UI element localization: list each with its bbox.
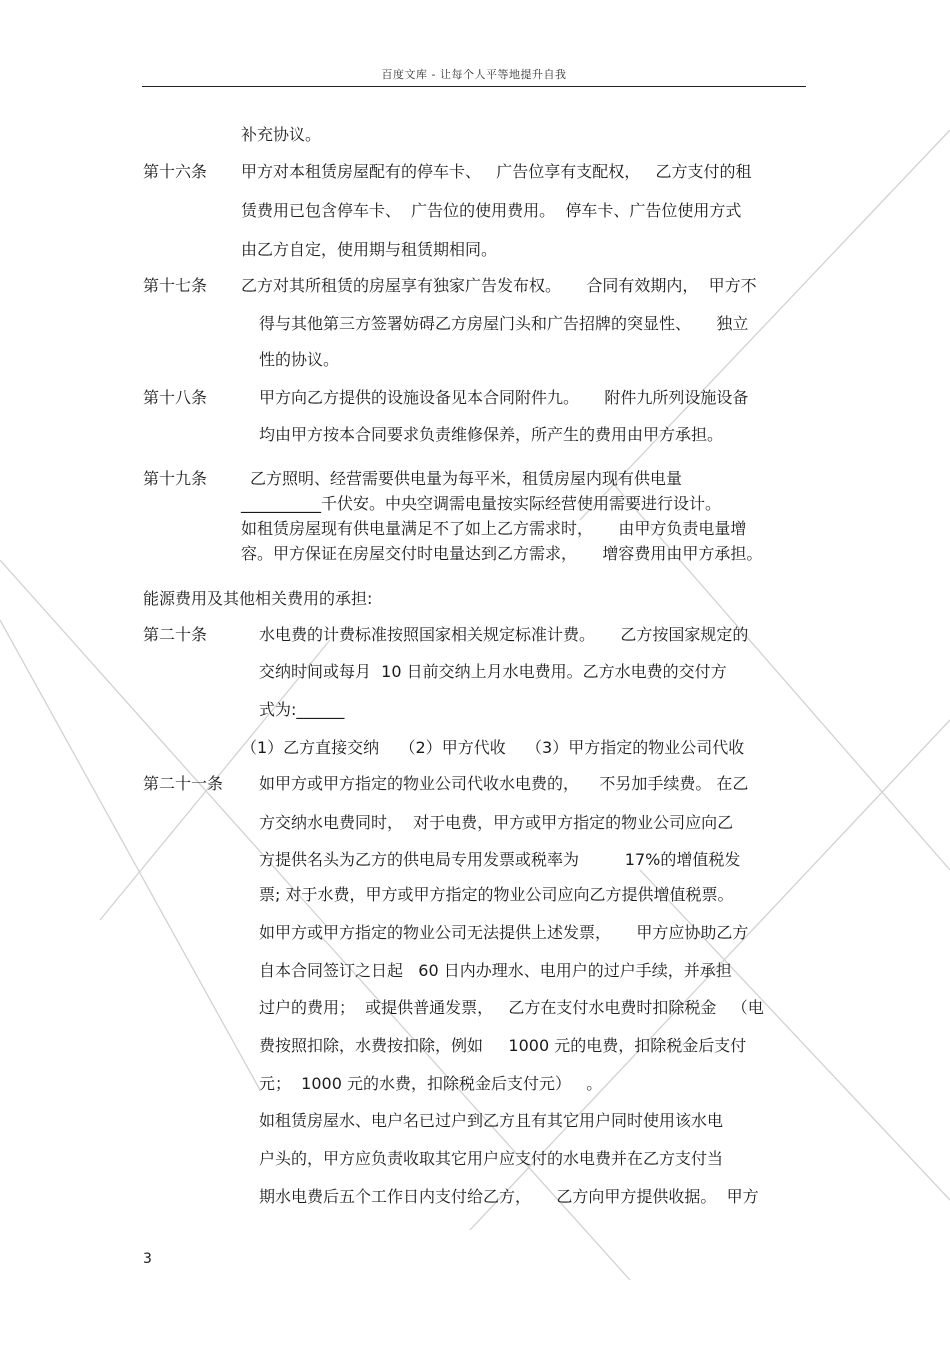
page-header: 百度文库 - 让每个人平等地提升自我 [381, 68, 567, 81]
article-19-line-1: 乙方照明、经营需要供电量为每平米，租赁房屋内现有供电量 [250, 469, 683, 488]
article-17-line-3: 性的协议。 [259, 350, 340, 369]
article-19-line-3: 如租赁房屋现有供电量满足不了如上乙方需求时， 由甲方负责电量增 [241, 519, 747, 538]
article-18-label: 第十八条 [143, 388, 208, 407]
article-21-line-12: 期水电费后五个工作日内支付给乙方， 乙方向甲方提供收据。 甲方 [259, 1187, 759, 1206]
article-16-line-3: 由乙方自定，使用期与租赁期相同。 [241, 240, 498, 259]
article-21-line-2: 方交纳水电费同时， 对于电费，甲方或甲方指定的物业公司应向乙 [259, 813, 734, 832]
article-21-line-7: 过户的费用； 或提供普通发票， 乙方在支付水电费时扣除税金 （电 [259, 998, 764, 1017]
line-1: 补充协议。 [241, 125, 322, 144]
article-20-line-3: 式为:______ [259, 700, 345, 719]
article-21-line-3: 方提供名头为乙方的供电局专用发票或税率为 17%的增值税发 [259, 850, 741, 869]
article-21-line-4: 票; 对于水费，甲方或甲方指定的物业公司应向乙方提供增值税票。 [259, 885, 734, 904]
article-17-line-1: 乙方对其所租赁的房屋享有独家广告发布权。 合同有效期内， 甲方不 [241, 276, 757, 295]
article-20-line-2: 交纳时间或每月 10 日前交纳上月水电费用。乙方水电费的交付方 [259, 662, 727, 681]
article-21-line-1: 如甲方或甲方指定的物业公司代收水电费的， 不另加手续费。 在乙 [259, 774, 749, 793]
article-21-line-10: 如租赁房屋水、电户名已过户到乙方且有其它用户同时使用该水电 [259, 1111, 724, 1130]
section-heading: 能源费用及其他相关费用的承担: [143, 589, 373, 608]
article-21-line-9: 元； 1000 元的水费，扣除税金后支付元） 。 [259, 1074, 603, 1093]
article-17-line-2: 得与其他第三方签署妨碍乙方房屋门头和广告招牌的突显性、 独立 [259, 314, 749, 333]
article-21-line-8: 费按照扣除，水费按扣除，例如 1000 元的电费，扣除税金后支付 [259, 1036, 747, 1055]
article-21-line-6: 自本合同签订之日起 60 日内办理水、电用户的过户手续，并承担 [259, 961, 732, 980]
article-17-label: 第十七条 [143, 276, 208, 295]
article-19-label: 第十九条 [143, 469, 208, 488]
article-16-line-1: 甲方对本租赁房屋配有的停车卡、 广告位享有支配权， 乙方支付的租 [241, 162, 752, 181]
article-20-label: 第二十条 [143, 625, 208, 644]
page-number: 3 [143, 1251, 152, 1267]
article-21-label: 第二十一条 [143, 774, 224, 793]
article-16-line-2: 赁费用已包含停车卡、 广告位的使用费用。 停车卡、广告位使用方式 [241, 201, 742, 220]
article-21-line-5: 如甲方或甲方指定的物业公司无法提供上述发票， 甲方应协助乙方 [259, 923, 749, 942]
article-18-line-1: 甲方向乙方提供的设施设备见本合同附件九。 附件九所列设施设备 [259, 388, 749, 407]
header-divider [142, 86, 806, 87]
article-21-line-11: 户头的，甲方应负责收取其它用户应支付的水电费并在乙方支付当 [259, 1149, 724, 1168]
article-16-label: 第十六条 [143, 162, 208, 181]
article-20-line-1: 水电费的计费标准按照国家相关规定标准计费。 乙方按国家规定的 [259, 625, 749, 644]
article-18-line-2: 均由甲方按本合同要求负责维修保养，所产生的费用由甲方承担。 [259, 425, 724, 444]
article-20-options: （1）乙方直接交纳 （2）甲方代收 （3）甲方指定的物业公司代收 [241, 738, 745, 757]
article-19-line-2: __________千伏安。中央空调需电量按实际经营使用需要进行设计。 [241, 494, 722, 513]
article-19-line-4: 容。甲方保证在房屋交付时电量达到乙方需求， 增容费用由甲方承担。 [241, 544, 763, 563]
